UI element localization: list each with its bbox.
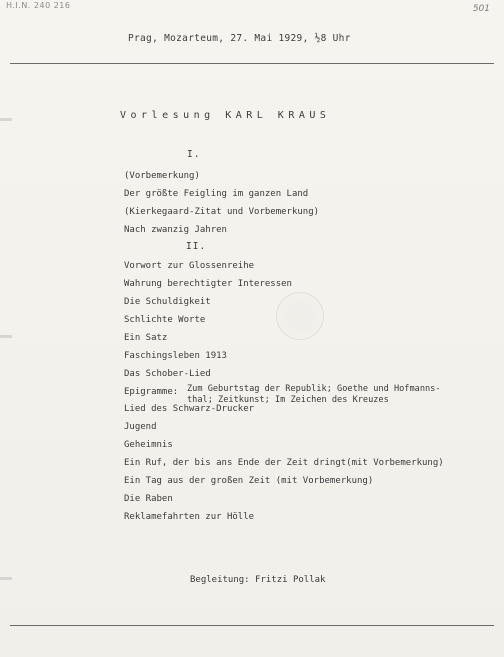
list-item: Das Schober-Lied	[124, 369, 211, 379]
list-item: Jugend	[124, 422, 157, 432]
list-item: Vorwort zur Glossenreihe	[124, 261, 255, 271]
list-item: Ein Ruf, der bis ans Ende der Zeit dringt(mit Vorbemerkung)	[124, 458, 444, 468]
list-item: (Kierkegaard-Zitat und Vorbemerkung)	[124, 207, 320, 217]
epigram-line: thal; Zeitkunst; Im Zeichen des Kreuzes	[187, 395, 389, 405]
list-item: Die Raben	[124, 494, 173, 504]
faint-stamp-mark	[276, 292, 324, 340]
section-one-numeral: I.	[187, 149, 201, 160]
page-title: Vorlesung KARL KRAUS	[120, 110, 331, 121]
section-two-list	[124, 257, 292, 401]
list-item: Reklamefahrten zur Hölle	[124, 512, 255, 522]
list-item: Schlichte Worte	[124, 315, 206, 325]
list-item: Lied des Schwarz-Drucker	[124, 404, 255, 414]
list-item: Faschingsleben 1913	[124, 351, 227, 361]
binding-hole-mark	[0, 335, 12, 338]
folio-number: 501	[472, 4, 490, 14]
section-two-numeral: II.	[186, 241, 207, 252]
list-item: Wahrung berechtigter Interessen	[124, 279, 292, 289]
list-item: Nach zwanzig Jahren	[124, 225, 227, 235]
list-item: Der größte Feigling im ganzen Land	[124, 189, 309, 199]
binding-hole-mark	[0, 118, 12, 121]
bottom-rule	[10, 625, 494, 626]
list-item: Geheimnis	[124, 440, 173, 450]
list-item: Ein Satz	[124, 333, 168, 343]
list-item: Die Schuldigkeit	[124, 297, 211, 307]
archive-id-label: H.I.N. 240 216	[6, 1, 71, 10]
list-item: (Vorbemerkung)	[124, 171, 200, 181]
list-item: Ein Tag aus der großen Zeit (mit Vorbemerkung)	[124, 476, 374, 486]
list-item: Epigramme:	[124, 387, 179, 397]
accompaniment-credit: Begleitung: Fritzi Pollak	[190, 575, 326, 585]
epigram-line: Zum Geburtstag der Republik; Goethe und Hofmanns-	[187, 384, 441, 394]
section-two-list-continued	[124, 400, 444, 526]
event-header: Prag, Mozarteum, 27. Mai 1929, ½8 Uhr	[128, 33, 351, 44]
binding-hole-mark	[0, 577, 12, 580]
section-one-list	[124, 167, 319, 239]
top-rule	[10, 63, 494, 64]
